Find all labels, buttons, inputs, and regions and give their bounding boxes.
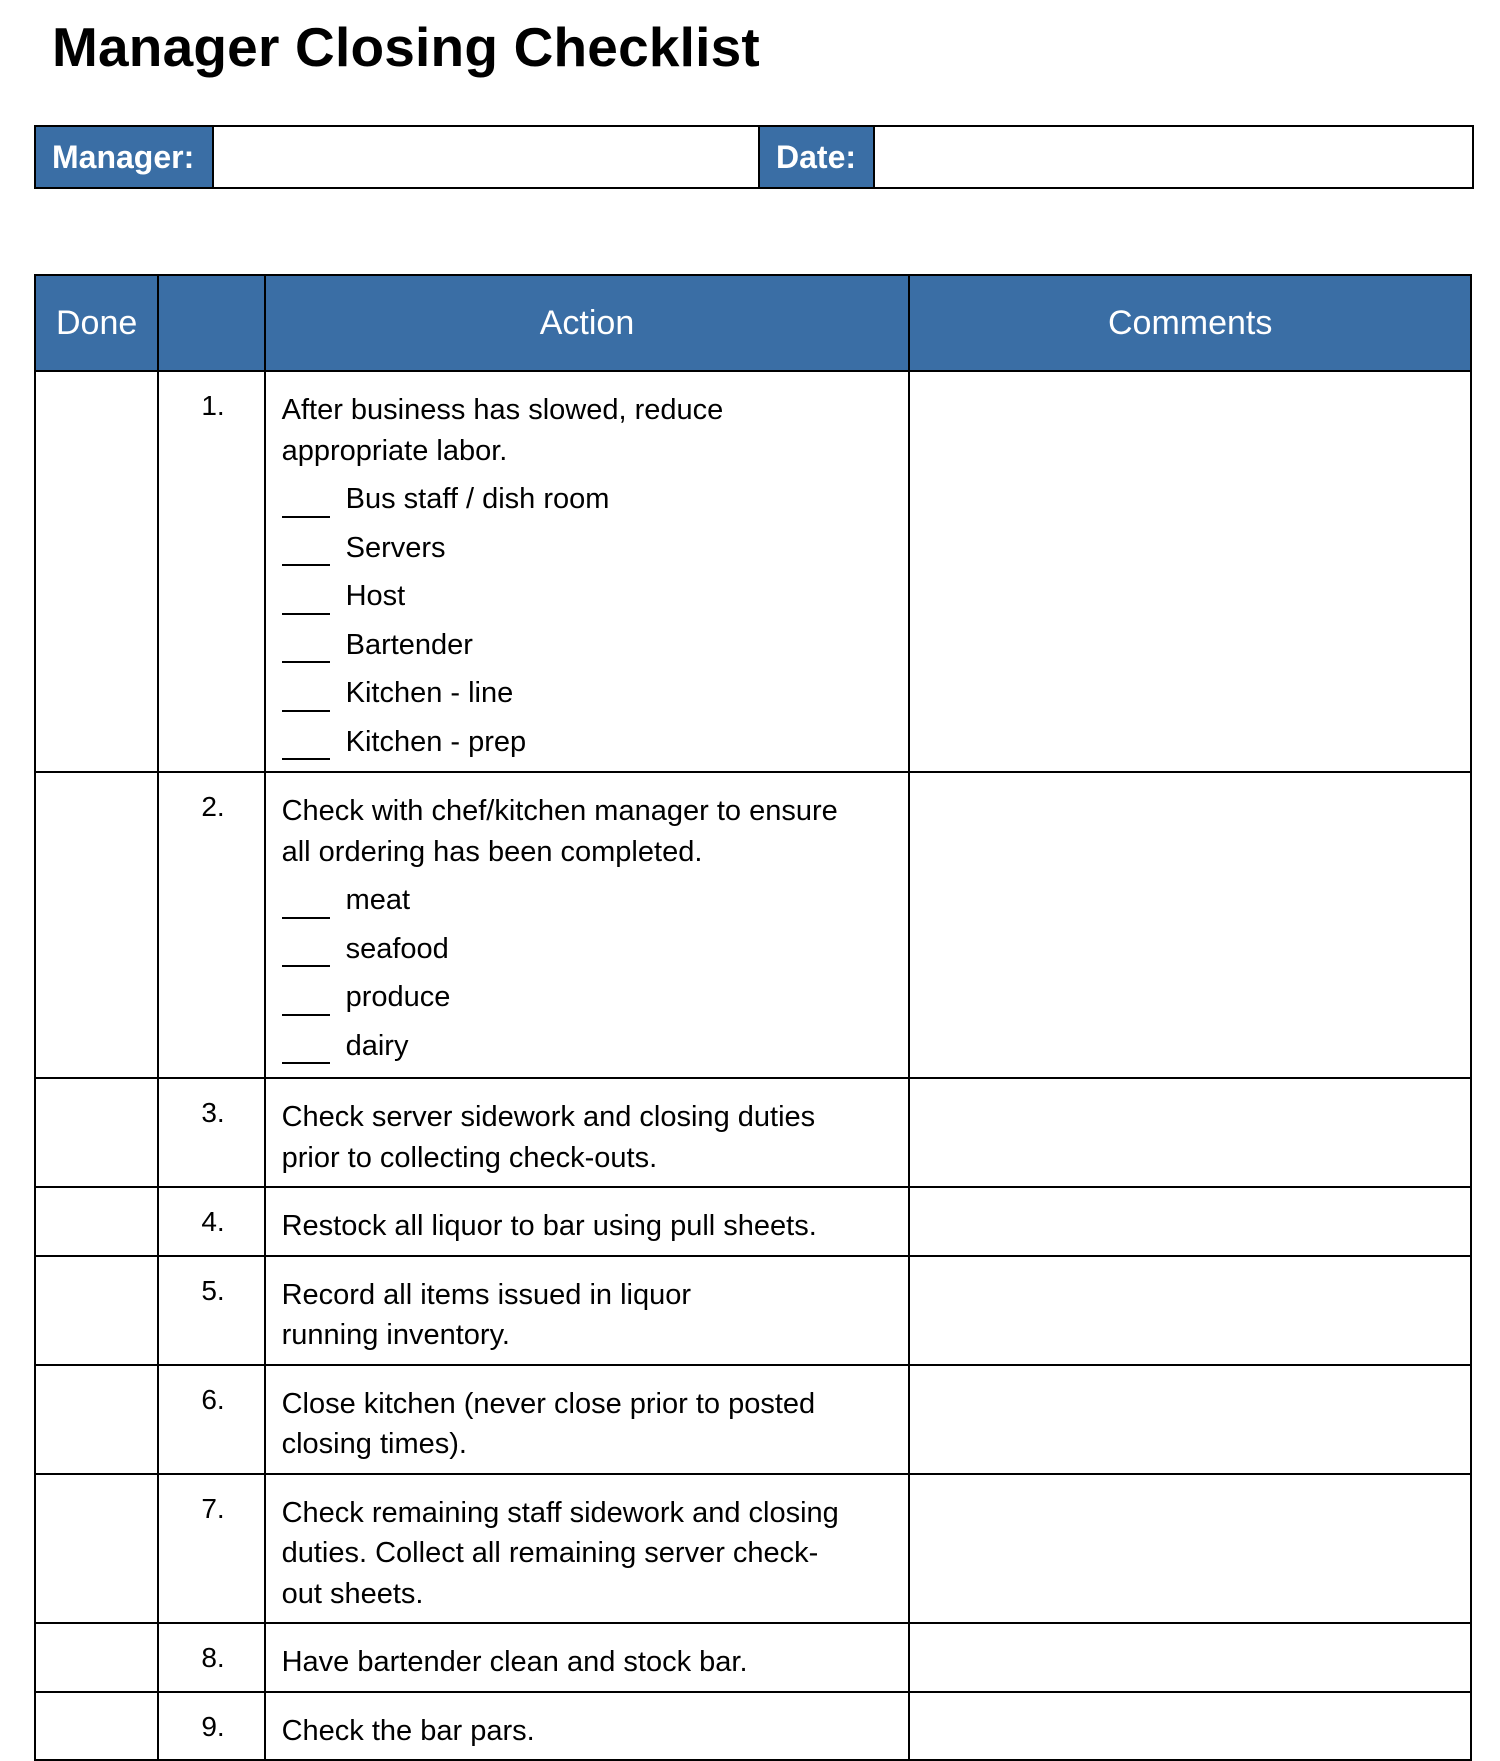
sub-item-label: seafood <box>345 932 449 965</box>
step-number: 6. <box>158 1365 264 1474</box>
table-row <box>35 1187 1471 1256</box>
action-text: Check server sidework and closing duties prior to collecting check-outs. <box>281 1101 816 1174</box>
comments-cell[interactable] <box>909 1692 1471 1761</box>
check-blank[interactable] <box>282 1034 330 1064</box>
header-number <box>158 275 264 371</box>
done-checkbox-cell[interactable] <box>35 371 158 772</box>
check-blank[interactable] <box>282 585 330 615</box>
action-cell <box>265 371 910 772</box>
done-checkbox-cell[interactable] <box>35 1365 158 1474</box>
header-done: Done <box>35 275 158 371</box>
sub-item-label: Kitchen - prep <box>345 725 527 758</box>
date-input[interactable] <box>875 129 1472 185</box>
action-text: After business has slowed, reduce appropriate labor. <box>281 394 724 467</box>
step-number: 8. <box>158 1623 264 1692</box>
done-checkbox-cell[interactable] <box>35 1078 158 1187</box>
step-number: 1. <box>158 371 264 772</box>
step-number: 2. <box>158 772 264 1078</box>
manager-info-table <box>34 125 1474 189</box>
comments-cell[interactable] <box>909 371 1471 772</box>
checklist-table <box>34 274 1472 1761</box>
action-cell <box>265 1692 910 1761</box>
action-text: Check the bar pars. <box>281 1714 535 1747</box>
done-checkbox-cell[interactable] <box>35 1623 158 1692</box>
page-title: Manager Closing Checklist <box>52 16 760 78</box>
comments-cell[interactable] <box>909 1078 1471 1187</box>
check-blank[interactable] <box>282 488 330 518</box>
sub-item <box>282 921 895 970</box>
check-blank[interactable] <box>282 633 330 663</box>
done-checkbox-cell[interactable] <box>35 1474 158 1624</box>
check-blank[interactable] <box>282 889 330 919</box>
action-text: Have bartender clean and stock bar. <box>281 1646 748 1678</box>
sub-item <box>282 471 895 520</box>
sub-item-label: Kitchen - line <box>345 677 514 709</box>
table-row <box>35 1365 1471 1474</box>
sub-item-label: Bartender <box>345 628 473 661</box>
table-row <box>35 1623 1471 1692</box>
sub-item <box>282 568 895 617</box>
sub-item-label: Host <box>345 580 406 612</box>
sub-item <box>282 714 895 763</box>
sub-item <box>282 665 895 714</box>
action-cell <box>265 1256 910 1365</box>
action-cell <box>265 1187 910 1256</box>
date-field-cell <box>874 126 1473 188</box>
table-row <box>35 1692 1471 1761</box>
sub-item-label: produce <box>345 981 451 1013</box>
done-checkbox-cell[interactable] <box>35 1187 158 1256</box>
action-cell <box>265 1474 910 1624</box>
sub-item <box>282 617 895 666</box>
sub-item-label: Servers <box>345 531 446 564</box>
checklist-header-row <box>35 275 1471 371</box>
sub-item-label: Bus staff / dish room <box>345 483 610 515</box>
check-blank[interactable] <box>282 730 330 760</box>
date-label: Date: <box>759 126 874 188</box>
step-number: 7. <box>158 1474 264 1624</box>
action-cell <box>265 1365 910 1474</box>
sub-item <box>282 520 895 569</box>
sub-item-label: dairy <box>345 1029 409 1062</box>
table-row <box>35 1256 1471 1365</box>
table-row <box>35 371 1471 772</box>
action-text: Check remaining staff sidework and closing duties. Collect all remaining server check-out sheets. <box>281 1496 839 1610</box>
check-blank[interactable] <box>282 937 330 967</box>
sub-item <box>282 872 895 921</box>
check-blank[interactable] <box>282 536 330 566</box>
action-text: Record all items issued in liquor running inventory. <box>281 1278 692 1351</box>
step-number: 5. <box>158 1256 264 1365</box>
check-blank[interactable] <box>282 986 330 1016</box>
manager-input[interactable] <box>214 129 758 185</box>
action-cell <box>265 1623 910 1692</box>
step-number: 9. <box>158 1692 264 1761</box>
sub-item <box>282 1018 895 1067</box>
sub-item-label: meat <box>345 884 411 916</box>
checklist-body <box>35 371 1471 1760</box>
action-cell <box>265 772 910 1078</box>
check-blank[interactable] <box>282 682 330 712</box>
manager-label: Manager: <box>35 126 213 188</box>
done-checkbox-cell[interactable] <box>35 1256 158 1365</box>
action-cell <box>265 1078 910 1187</box>
header-action: Action <box>265 275 910 371</box>
manager-field-cell <box>213 126 759 188</box>
table-row <box>35 772 1471 1078</box>
header-comments: Comments <box>909 275 1471 371</box>
comments-cell[interactable] <box>909 772 1471 1078</box>
sub-item <box>282 969 895 1018</box>
comments-cell[interactable] <box>909 1623 1471 1692</box>
table-row <box>35 1474 1471 1624</box>
comments-cell[interactable] <box>909 1187 1471 1256</box>
table-row <box>35 1078 1471 1187</box>
comments-cell[interactable] <box>909 1474 1471 1624</box>
action-text: Check with chef/kitchen manager to ensure all ordering has been completed. <box>281 795 838 868</box>
comments-cell[interactable] <box>909 1365 1471 1474</box>
step-number: 3. <box>158 1078 264 1187</box>
done-checkbox-cell[interactable] <box>35 1692 158 1761</box>
step-number: 4. <box>158 1187 264 1256</box>
action-text: Close kitchen (never close prior to posted closing times). <box>281 1387 816 1460</box>
action-text: Restock all liquor to bar using pull sheets. <box>281 1210 817 1242</box>
done-checkbox-cell[interactable] <box>35 772 158 1078</box>
comments-cell[interactable] <box>909 1256 1471 1365</box>
